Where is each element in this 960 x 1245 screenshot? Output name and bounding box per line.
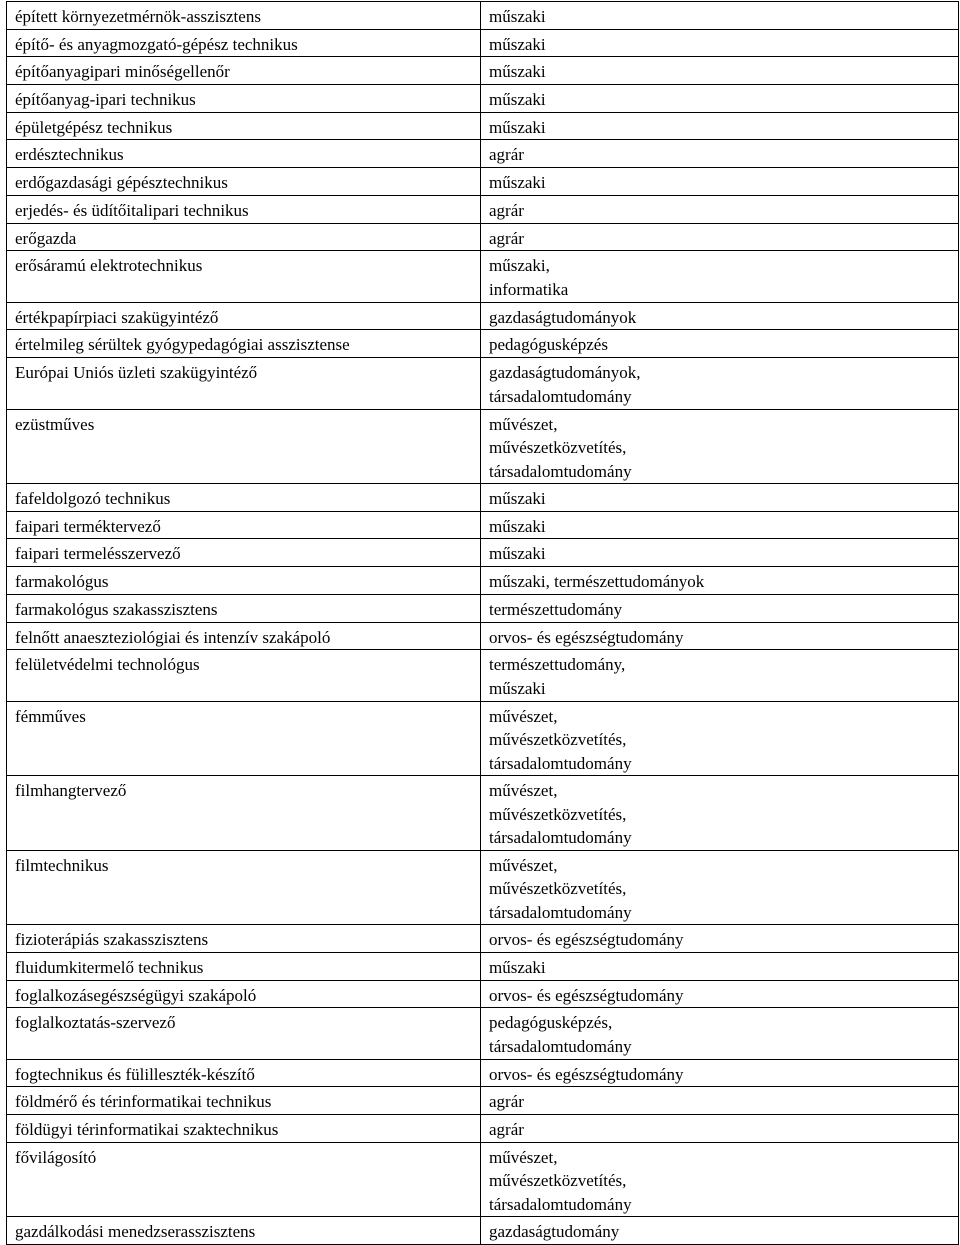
table-row	[7, 140, 959, 168]
field-of-study-cell: művészet, művészetközvetítés, társadalomtudomány	[481, 850, 959, 925]
table-row	[7, 223, 959, 251]
qualification-name-cell: földügyi térinformatikai szaktechnikus	[7, 1115, 481, 1143]
field-of-study-cell: műszaki	[481, 484, 959, 512]
table-row	[7, 1115, 959, 1143]
qualification-name-cell: farmakológus	[7, 567, 481, 595]
field-of-study-cell: pedagógusképzés, társadalomtudomány	[481, 1008, 959, 1060]
table-row	[7, 85, 959, 113]
field-of-study-cell: műszaki	[481, 952, 959, 980]
field-of-study-cell: orvos- és egészségtudomány	[481, 622, 959, 650]
qualification-name-cell: fafeldolgozó technikus	[7, 484, 481, 512]
field-of-study-cell: agrár	[481, 140, 959, 168]
field-of-study-cell: orvos- és egészségtudomány	[481, 1059, 959, 1087]
table-body	[7, 2, 959, 1245]
table-row	[7, 701, 959, 776]
field-of-study-cell: művészet, művészetközvetítés, társadalomtudomány	[481, 1142, 959, 1217]
field-of-study-cell: orvos- és egészségtudomány	[481, 925, 959, 953]
qualification-name-cell: felnőtt anaeszteziológiai és intenzív szakápoló	[7, 622, 481, 650]
qualification-name-cell: erdőgazdasági gépésztechnikus	[7, 168, 481, 196]
field-of-study-cell: műszaki	[481, 2, 959, 30]
field-of-study-cell: művészet, művészetközvetítés, társadalomtudomány	[481, 776, 959, 851]
field-of-study-cell: művészet, művészetközvetítés, társadalomtudomány	[481, 701, 959, 776]
field-of-study-cell: agrár	[481, 223, 959, 251]
table-row	[7, 511, 959, 539]
qualification-name-cell: fogtechnikus és fülilleszték-készítő	[7, 1059, 481, 1087]
field-of-study-cell: agrár	[481, 1087, 959, 1115]
table-row	[7, 330, 959, 358]
field-of-study-cell: gazdaságtudományok	[481, 302, 959, 330]
table-row	[7, 1217, 959, 1245]
field-of-study-cell: gazdaságtudományok, társadalomtudomány	[481, 358, 959, 410]
qualification-name-cell: fővilágosító	[7, 1142, 481, 1217]
field-of-study-cell: művészet, művészetközvetítés, társadalomtudomány	[481, 409, 959, 484]
field-of-study-cell: műszaki, informatika	[481, 251, 959, 303]
qualification-name-cell: épített környezetmérnök-asszisztens	[7, 2, 481, 30]
table-row	[7, 1059, 959, 1087]
table-row	[7, 594, 959, 622]
table-row	[7, 980, 959, 1008]
qualification-name-cell: fémműves	[7, 701, 481, 776]
field-of-study-cell: gazdaságtudomány	[481, 1217, 959, 1245]
field-of-study-cell: agrár	[481, 1115, 959, 1143]
table-row	[7, 302, 959, 330]
qualification-name-cell: építőanyagipari minőségellenőr	[7, 57, 481, 85]
qualification-name-cell: erdésztechnikus	[7, 140, 481, 168]
table-row	[7, 539, 959, 567]
qualification-name-cell: farmakológus szakasszisztens	[7, 594, 481, 622]
qualification-name-cell: foglalkoztatás-szervező	[7, 1008, 481, 1060]
field-of-study-cell: természettudomány	[481, 594, 959, 622]
qualification-name-cell: épületgépész technikus	[7, 112, 481, 140]
table-row	[7, 29, 959, 57]
qualification-name-cell: gazdálkodási menedzserasszisztens	[7, 1217, 481, 1245]
field-of-study-cell: orvos- és egészségtudomány	[481, 980, 959, 1008]
qualification-name-cell: faipari terméktervező	[7, 511, 481, 539]
field-of-study-cell: műszaki	[481, 539, 959, 567]
field-of-study-cell: műszaki	[481, 29, 959, 57]
qualification-name-cell: fizioterápiás szakasszisztens	[7, 925, 481, 953]
qualification-name-cell: építő- és anyagmozgató-gépész technikus	[7, 29, 481, 57]
table-row	[7, 484, 959, 512]
table-row	[7, 622, 959, 650]
table-row	[7, 409, 959, 484]
table-row	[7, 1087, 959, 1115]
field-of-study-cell: műszaki	[481, 112, 959, 140]
qualification-name-cell: erősáramú elektrotechnikus	[7, 251, 481, 303]
qualification-name-cell: földmérő és térinformatikai technikus	[7, 1087, 481, 1115]
table-row	[7, 2, 959, 30]
qualification-name-cell: felületvédelmi technológus	[7, 650, 481, 702]
qualification-name-cell: filmhangtervező	[7, 776, 481, 851]
qualification-name-cell: faipari termelésszervező	[7, 539, 481, 567]
table-row	[7, 358, 959, 410]
table-row	[7, 567, 959, 595]
qualification-name-cell: Európai Uniós üzleti szakügyintéző	[7, 358, 481, 410]
table-row	[7, 1142, 959, 1217]
field-of-study-cell: pedagógusképzés	[481, 330, 959, 358]
table-row	[7, 57, 959, 85]
qualification-name-cell: értelmileg sérültek gyógypedagógiai asszisztense	[7, 330, 481, 358]
table-row	[7, 251, 959, 303]
qualification-name-cell: fluidumkitermelő technikus	[7, 952, 481, 980]
table-row	[7, 195, 959, 223]
table-row	[7, 850, 959, 925]
qualification-name-cell: foglalkozásegészségügyi szakápoló	[7, 980, 481, 1008]
field-of-study-cell: műszaki	[481, 57, 959, 85]
qualification-name-cell: erjedés- és üdítőitalipari technikus	[7, 195, 481, 223]
qualification-name-cell: építőanyag-ipari technikus	[7, 85, 481, 113]
field-of-study-cell: műszaki	[481, 85, 959, 113]
qualification-name-cell: filmtechnikus	[7, 850, 481, 925]
qualification-name-cell: értékpapírpiaci szakügyintéző	[7, 302, 481, 330]
table-row	[7, 112, 959, 140]
field-of-study-cell: műszaki	[481, 511, 959, 539]
field-of-study-cell: műszaki	[481, 168, 959, 196]
table-row	[7, 650, 959, 702]
table-row	[7, 952, 959, 980]
qualification-name-cell: erőgazda	[7, 223, 481, 251]
field-of-study-cell: természettudomány, műszaki	[481, 650, 959, 702]
qualification-name-cell: ezüstműves	[7, 409, 481, 484]
qualification-table	[6, 1, 959, 1245]
table-row	[7, 1008, 959, 1060]
table-row	[7, 776, 959, 851]
table-row	[7, 925, 959, 953]
field-of-study-cell: műszaki, természettudományok	[481, 567, 959, 595]
field-of-study-cell: agrár	[481, 195, 959, 223]
table-row	[7, 168, 959, 196]
